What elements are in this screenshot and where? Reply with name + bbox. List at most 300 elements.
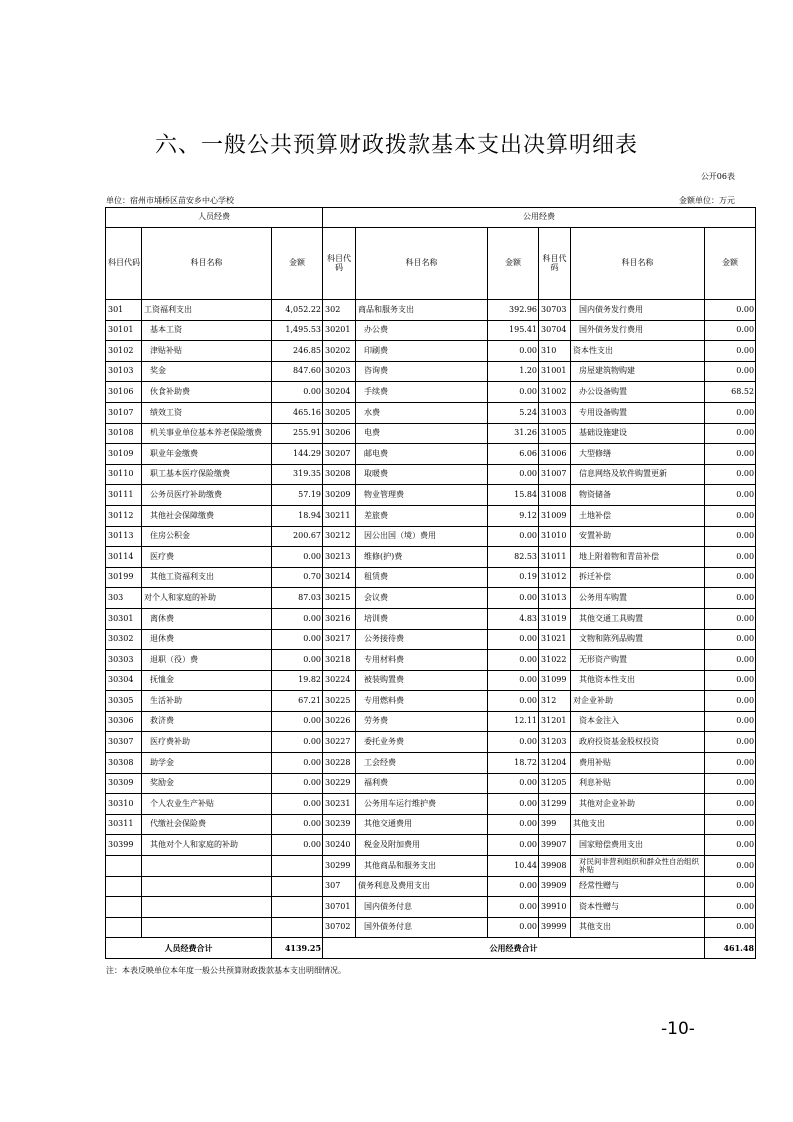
public2-name-cell: 其他支出 xyxy=(571,917,705,938)
public-code-cell: 30216 xyxy=(323,608,356,629)
personnel-code-cell: 30310 xyxy=(106,794,142,815)
public2-code-cell: 31099 xyxy=(539,670,571,691)
public-amount-cell: 10.44 xyxy=(488,856,539,877)
personnel-name-cell: 伙食补助费 xyxy=(142,382,272,403)
public2-code-cell: 31005 xyxy=(539,423,571,444)
public2-name-cell: 房屋建筑物购建 xyxy=(571,361,705,382)
personnel-name-cell: 其他对个人和家庭的补助 xyxy=(142,835,272,856)
public-name-cell: 水费 xyxy=(356,402,488,423)
public-amount-cell: 1.20 xyxy=(488,361,539,382)
table-row xyxy=(106,526,756,547)
public-code-cell: 30239 xyxy=(323,814,356,835)
personnel-code-cell: 303 xyxy=(106,588,142,609)
personnel-code-cell: 30107 xyxy=(106,402,142,423)
public2-name-cell: 国家赔偿费用支出 xyxy=(571,835,705,856)
public2-code-cell: 31002 xyxy=(539,382,571,403)
public2-code-cell: 31011 xyxy=(539,547,571,568)
personnel-amount-cell: 19.82 xyxy=(272,670,323,691)
table-row xyxy=(106,361,756,382)
public-amount-cell: 82.53 xyxy=(488,547,539,568)
public2-name-cell: 地上附着物和青苗补偿 xyxy=(571,547,705,568)
expenditure-detail-table xyxy=(105,207,756,959)
public-amount-cell: 12.11 xyxy=(488,711,539,732)
public2-name-cell: 对民间非营利组织和群众性自治组织补贴 xyxy=(571,856,705,877)
table-row xyxy=(106,835,756,856)
public2-code-cell: 39909 xyxy=(539,876,571,897)
public-amount-cell: 0.00 xyxy=(488,382,539,403)
public2-name-cell: 政府投资基金股权投资 xyxy=(571,732,705,753)
public2-amount-cell: 0.00 xyxy=(705,588,756,609)
public-name-cell: 差旅费 xyxy=(356,505,488,526)
table-row xyxy=(106,629,756,650)
personnel-amount-cell: 57.19 xyxy=(272,485,323,506)
public2-amount-cell: 0.00 xyxy=(705,608,756,629)
personnel-amount-cell: 246.85 xyxy=(272,341,323,362)
public2-code-cell: 31204 xyxy=(539,753,571,774)
public-name-cell: 商品和服务支出 xyxy=(356,300,488,321)
personnel-amount-cell: 0.00 xyxy=(272,794,323,815)
public-code-cell: 30231 xyxy=(323,794,356,815)
personnel-name-cell: 其他工资福利支出 xyxy=(142,567,272,588)
public2-code-cell: 31205 xyxy=(539,773,571,794)
personnel-code-cell xyxy=(106,856,142,877)
amount-unit: 金额单位：万元 xyxy=(679,196,735,205)
public2-name-cell: 资本金注入 xyxy=(571,711,705,732)
personnel-code-cell: 30111 xyxy=(106,485,142,506)
public2-amount-cell: 0.00 xyxy=(705,794,756,815)
public-code-cell: 30203 xyxy=(323,361,356,382)
personnel-amount-cell: 0.00 xyxy=(272,753,323,774)
public-code-cell: 30227 xyxy=(323,732,356,753)
public-total-value: 461.48 xyxy=(705,938,756,959)
table-row xyxy=(106,382,756,403)
public-name-cell: 公务用车运行维护费 xyxy=(356,794,488,815)
public2-code-cell: 31007 xyxy=(539,464,571,485)
public2-code-cell: 31013 xyxy=(539,588,571,609)
public-amount-cell: 4.83 xyxy=(488,608,539,629)
personnel-name-cell: 其他社会保障缴费 xyxy=(142,505,272,526)
public-amount-cell: 0.00 xyxy=(488,814,539,835)
table-row xyxy=(106,670,756,691)
personnel-code-cell: 30301 xyxy=(106,608,142,629)
personnel-amount-cell: 0.00 xyxy=(272,835,323,856)
public2-amount-cell: 0.00 xyxy=(705,629,756,650)
personnel-amount-cell: 319.35 xyxy=(272,464,323,485)
personnel-amount-cell: 0.00 xyxy=(272,732,323,753)
public2-amount-cell: 0.00 xyxy=(705,505,756,526)
personnel-name-cell: 代缴社会保险费 xyxy=(142,814,272,835)
personnel-name-cell xyxy=(142,876,272,897)
public2-code-cell: 31203 xyxy=(539,732,571,753)
public2-name-cell: 办公设备购置 xyxy=(571,382,705,403)
public-name-cell: 国内债务付息 xyxy=(356,897,488,918)
public-name-cell: 国外债务付息 xyxy=(356,917,488,938)
public-amount-cell: 31.26 xyxy=(488,423,539,444)
public-name-cell: 其他商品和服务支出 xyxy=(356,856,488,877)
personnel-name-cell: 对个人和家庭的补助 xyxy=(142,588,272,609)
personnel-amount-cell: 847.60 xyxy=(272,361,323,382)
header-amount: 金额 xyxy=(272,228,323,300)
header-amount: 金额 xyxy=(705,228,756,300)
public2-code-cell: 31299 xyxy=(539,794,571,815)
public-name-cell: 维修(护)费 xyxy=(356,547,488,568)
public2-code-cell: 31003 xyxy=(539,402,571,423)
public-name-cell: 工会经费 xyxy=(356,753,488,774)
public-name-cell: 福利费 xyxy=(356,773,488,794)
public2-code-cell: 31006 xyxy=(539,444,571,465)
public-amount-cell: 18.72 xyxy=(488,753,539,774)
public2-name-cell: 文物和陈列品购置 xyxy=(571,629,705,650)
public-amount-cell: 0.00 xyxy=(488,650,539,671)
public2-code-cell: 31201 xyxy=(539,711,571,732)
personnel-name-cell: 工资福利支出 xyxy=(142,300,272,321)
personnel-total-value: 4139.25 xyxy=(272,938,323,959)
public-name-cell: 债务利息及费用支出 xyxy=(356,876,488,897)
personnel-code-cell: 30304 xyxy=(106,670,142,691)
public2-amount-cell: 0.00 xyxy=(705,876,756,897)
public-code-cell: 30217 xyxy=(323,629,356,650)
public2-code-cell: 39908 xyxy=(539,856,571,877)
public2-name-cell: 大型修缮 xyxy=(571,444,705,465)
personnel-amount-cell xyxy=(272,917,323,938)
personnel-amount-cell: 0.00 xyxy=(272,608,323,629)
public-amount-cell: 6.06 xyxy=(488,444,539,465)
header-name: 科目名称 xyxy=(142,228,272,300)
personnel-name-cell: 奖金 xyxy=(142,361,272,382)
public2-name-cell: 国内债务发行费用 xyxy=(571,300,705,321)
personnel-name-cell: 津贴补贴 xyxy=(142,341,272,362)
totals-row xyxy=(106,938,756,959)
public-name-cell: 劳务费 xyxy=(356,711,488,732)
public2-amount-cell: 0.00 xyxy=(705,320,756,341)
public-code-cell: 30208 xyxy=(323,464,356,485)
public2-name-cell: 国外债务发行费用 xyxy=(571,320,705,341)
public2-code-cell: 39907 xyxy=(539,835,571,856)
personnel-amount-cell: 67.21 xyxy=(272,691,323,712)
table-row xyxy=(106,732,756,753)
header-code: 科目代码 xyxy=(106,228,142,300)
table-row xyxy=(106,608,756,629)
personnel-name-cell: 绩效工资 xyxy=(142,402,272,423)
public-code-cell: 30211 xyxy=(323,505,356,526)
personnel-amount-cell: 4,052.22 xyxy=(272,300,323,321)
table-row xyxy=(106,320,756,341)
personnel-name-cell xyxy=(142,856,272,877)
page-title: 六、一般公共预算财政拨款基本支出决算明细表 xyxy=(154,133,638,158)
table-row xyxy=(106,402,756,423)
public2-name-cell: 资本性赠与 xyxy=(571,897,705,918)
personnel-code-cell: 30113 xyxy=(106,526,142,547)
personnel-code-cell: 30106 xyxy=(106,382,142,403)
personnel-name-cell: 退职（役）费 xyxy=(142,650,272,671)
table-row xyxy=(106,753,756,774)
public2-amount-cell: 0.00 xyxy=(705,485,756,506)
personnel-name-cell xyxy=(142,897,272,918)
public-name-cell: 委托业务费 xyxy=(356,732,488,753)
table-row xyxy=(106,300,756,321)
public2-code-cell: 39999 xyxy=(539,917,571,938)
public-amount-cell: 0.00 xyxy=(488,629,539,650)
public-amount-cell: 0.00 xyxy=(488,691,539,712)
public-code-cell: 30201 xyxy=(323,320,356,341)
public-code-cell: 30228 xyxy=(323,753,356,774)
table-row xyxy=(106,856,756,877)
public-name-cell: 会议费 xyxy=(356,588,488,609)
public-name-cell: 其他交通费用 xyxy=(356,814,488,835)
table-row xyxy=(106,444,756,465)
public-code-cell: 30240 xyxy=(323,835,356,856)
public-name-cell: 被装购置费 xyxy=(356,670,488,691)
public2-name-cell: 信息网络及软件购置更新 xyxy=(571,464,705,485)
public-amount-cell: 0.00 xyxy=(488,526,539,547)
public2-amount-cell: 0.00 xyxy=(705,526,756,547)
public2-code-cell: 399 xyxy=(539,814,571,835)
public2-name-cell: 其他交通工具购置 xyxy=(571,608,705,629)
public2-amount-cell: 0.00 xyxy=(705,856,756,877)
public2-code-cell: 31022 xyxy=(539,650,571,671)
public-code-cell: 30206 xyxy=(323,423,356,444)
personnel-amount-cell: 0.00 xyxy=(272,650,323,671)
personnel-amount-cell xyxy=(272,876,323,897)
header-name: 科目名称 xyxy=(571,228,705,300)
public2-amount-cell: 0.00 xyxy=(705,732,756,753)
table-row xyxy=(106,464,756,485)
header-code: 科目代码 xyxy=(323,228,356,300)
public-amount-cell: 0.00 xyxy=(488,794,539,815)
public-amount-cell: 0.00 xyxy=(488,876,539,897)
public2-name-cell: 无形资产购置 xyxy=(571,650,705,671)
public-name-cell: 租赁费 xyxy=(356,567,488,588)
personnel-amount-cell: 465.16 xyxy=(272,402,323,423)
public-name-cell: 咨询费 xyxy=(356,361,488,382)
public2-name-cell: 安置补助 xyxy=(571,526,705,547)
public-amount-cell: 0.00 xyxy=(488,773,539,794)
public-amount-cell: 0.19 xyxy=(488,567,539,588)
public-name-cell: 电费 xyxy=(356,423,488,444)
public-name-cell: 专用燃料费 xyxy=(356,691,488,712)
personnel-name-cell: 个人农业生产补贴 xyxy=(142,794,272,815)
public-amount-cell: 0.00 xyxy=(488,341,539,362)
table-row xyxy=(106,876,756,897)
public2-code-cell: 31019 xyxy=(539,608,571,629)
personnel-name-cell: 抚恤金 xyxy=(142,670,272,691)
personnel-amount-cell: 200.67 xyxy=(272,526,323,547)
public-code-cell: 30701 xyxy=(323,897,356,918)
table-row xyxy=(106,505,756,526)
public2-amount-cell: 0.00 xyxy=(705,341,756,362)
column-header-row xyxy=(106,228,756,300)
public-amount-cell: 0.00 xyxy=(488,588,539,609)
table-row xyxy=(106,897,756,918)
public-amount-cell: 0.00 xyxy=(488,732,539,753)
public2-amount-cell: 0.00 xyxy=(705,402,756,423)
public-name-cell: 税金及附加费用 xyxy=(356,835,488,856)
public2-name-cell: 利息补贴 xyxy=(571,773,705,794)
public2-amount-cell: 0.00 xyxy=(705,814,756,835)
public2-amount-cell: 0.00 xyxy=(705,547,756,568)
public-code-cell: 307 xyxy=(323,876,356,897)
personnel-code-cell: 30305 xyxy=(106,691,142,712)
page-number: -10- xyxy=(661,1019,695,1039)
public-code-cell: 30218 xyxy=(323,650,356,671)
public2-amount-cell: 0.00 xyxy=(705,423,756,444)
personnel-code-cell: 30306 xyxy=(106,711,142,732)
public2-code-cell: 310 xyxy=(539,341,571,362)
personnel-amount-cell: 87.03 xyxy=(272,588,323,609)
public2-amount-cell: 0.00 xyxy=(705,444,756,465)
table-row xyxy=(106,588,756,609)
public2-name-cell: 其他支出 xyxy=(571,814,705,835)
public2-name-cell: 拆迁补偿 xyxy=(571,567,705,588)
table-row xyxy=(106,917,756,938)
public2-amount-cell: 0.00 xyxy=(705,691,756,712)
public-name-cell: 邮电费 xyxy=(356,444,488,465)
public-code-cell: 30229 xyxy=(323,773,356,794)
public-amount-cell: 0.00 xyxy=(488,897,539,918)
personnel-name-cell: 助学金 xyxy=(142,753,272,774)
public-amount-cell: 0.00 xyxy=(488,835,539,856)
table-row xyxy=(106,691,756,712)
public2-amount-cell: 0.00 xyxy=(705,835,756,856)
personnel-total-label: 人员经费合计 xyxy=(106,938,272,959)
header-name: 科目名称 xyxy=(356,228,488,300)
personnel-code-cell xyxy=(106,917,142,938)
personnel-amount-cell: 0.00 xyxy=(272,814,323,835)
personnel-amount-cell: 1,495.53 xyxy=(272,320,323,341)
public2-amount-cell: 0.00 xyxy=(705,464,756,485)
public2-name-cell: 物资储备 xyxy=(571,485,705,506)
public-amount-cell: 9.12 xyxy=(488,505,539,526)
table-row xyxy=(106,485,756,506)
personnel-code-cell xyxy=(106,876,142,897)
personnel-name-cell: 退休费 xyxy=(142,629,272,650)
public2-amount-cell: 0.00 xyxy=(705,897,756,918)
public-amount-cell: 0.00 xyxy=(488,464,539,485)
public-amount-cell: 195.41 xyxy=(488,320,539,341)
personnel-code-cell: 30103 xyxy=(106,361,142,382)
public-code-cell: 30299 xyxy=(323,856,356,877)
personnel-code-cell: 30311 xyxy=(106,814,142,835)
personnel-amount-cell: 0.00 xyxy=(272,547,323,568)
public-name-cell: 因公出国（境）费用 xyxy=(356,526,488,547)
personnel-amount-cell: 0.00 xyxy=(272,711,323,732)
personnel-amount-cell: 0.00 xyxy=(272,629,323,650)
public-code-cell: 30207 xyxy=(323,444,356,465)
personnel-amount-cell: 0.00 xyxy=(272,773,323,794)
personnel-amount-cell xyxy=(272,856,323,877)
personnel-name-cell: 机关事业单位基本养老保险缴费 xyxy=(142,423,272,444)
public-name-cell: 物业管理费 xyxy=(356,485,488,506)
public-name-cell: 专用材料费 xyxy=(356,650,488,671)
personnel-code-cell: 30308 xyxy=(106,753,142,774)
public2-amount-cell: 68.52 xyxy=(705,382,756,403)
public-code-cell: 30226 xyxy=(323,711,356,732)
personnel-code-cell: 30199 xyxy=(106,567,142,588)
public2-code-cell: 31008 xyxy=(539,485,571,506)
public2-code-cell: 39910 xyxy=(539,897,571,918)
public2-code-cell: 30703 xyxy=(539,300,571,321)
personnel-code-cell xyxy=(106,897,142,918)
public2-code-cell: 30704 xyxy=(539,320,571,341)
public-code-cell: 30205 xyxy=(323,402,356,423)
public2-code-cell: 31001 xyxy=(539,361,571,382)
form-number: 公开06表 xyxy=(700,172,735,181)
group-public: 公用经费 xyxy=(323,208,756,228)
personnel-amount-cell: 255.91 xyxy=(272,423,323,444)
public2-amount-cell: 0.00 xyxy=(705,567,756,588)
header-amount: 金额 xyxy=(488,228,539,300)
personnel-code-cell: 30110 xyxy=(106,464,142,485)
public-code-cell: 30225 xyxy=(323,691,356,712)
public2-name-cell: 公务用车购置 xyxy=(571,588,705,609)
public-total-label: 公用经费合计 xyxy=(323,938,705,959)
personnel-name-cell: 救济费 xyxy=(142,711,272,732)
table-row xyxy=(106,794,756,815)
personnel-name-cell: 职工基本医疗保险缴费 xyxy=(142,464,272,485)
public-code-cell: 30215 xyxy=(323,588,356,609)
public2-amount-cell: 0.00 xyxy=(705,670,756,691)
public-name-cell: 取暖费 xyxy=(356,464,488,485)
public-amount-cell: 5.24 xyxy=(488,402,539,423)
public-code-cell: 30702 xyxy=(323,917,356,938)
table-row xyxy=(106,650,756,671)
public2-name-cell: 土地补偿 xyxy=(571,505,705,526)
public2-name-cell: 其他资本性支出 xyxy=(571,670,705,691)
public2-amount-cell: 0.00 xyxy=(705,361,756,382)
public-name-cell: 手续费 xyxy=(356,382,488,403)
table-row xyxy=(106,814,756,835)
public2-amount-cell: 0.00 xyxy=(705,773,756,794)
table-row xyxy=(106,711,756,732)
public2-name-cell: 其他对企业补助 xyxy=(571,794,705,815)
public2-amount-cell: 0.00 xyxy=(705,650,756,671)
personnel-code-cell: 30307 xyxy=(106,732,142,753)
personnel-code-cell: 30303 xyxy=(106,650,142,671)
personnel-name-cell: 医疗费 xyxy=(142,547,272,568)
personnel-name-cell: 公务员医疗补助缴费 xyxy=(142,485,272,506)
public-name-cell: 印刷费 xyxy=(356,341,488,362)
public2-amount-cell: 0.00 xyxy=(705,917,756,938)
public-name-cell: 办公费 xyxy=(356,320,488,341)
public-name-cell: 培训费 xyxy=(356,608,488,629)
public-code-cell: 30202 xyxy=(323,341,356,362)
public-code-cell: 302 xyxy=(323,300,356,321)
public-code-cell: 30213 xyxy=(323,547,356,568)
public2-name-cell: 费用补贴 xyxy=(571,753,705,774)
personnel-name-cell: 医疗费补助 xyxy=(142,732,272,753)
public-code-cell: 30214 xyxy=(323,567,356,588)
public-code-cell: 30212 xyxy=(323,526,356,547)
personnel-amount-cell xyxy=(272,897,323,918)
public-code-cell: 30209 xyxy=(323,485,356,506)
public-amount-cell: 15.84 xyxy=(488,485,539,506)
personnel-name-cell xyxy=(142,917,272,938)
personnel-code-cell: 30302 xyxy=(106,629,142,650)
public2-name-cell: 专用设备购置 xyxy=(571,402,705,423)
public2-name-cell: 基础设施建设 xyxy=(571,423,705,444)
reporting-unit: 单位：宿州市埇桥区苗安乡中心学校 xyxy=(106,196,234,205)
personnel-code-cell: 30399 xyxy=(106,835,142,856)
public2-amount-cell: 0.00 xyxy=(705,711,756,732)
public2-name-cell: 经常性赠与 xyxy=(571,876,705,897)
personnel-name-cell: 基本工资 xyxy=(142,320,272,341)
personnel-code-cell: 30114 xyxy=(106,547,142,568)
public2-amount-cell: 0.00 xyxy=(705,753,756,774)
footnote: 注：本表反映单位本年度一般公共预算财政拨款基本支出明细情况。 xyxy=(106,966,346,975)
header-code: 科目代码 xyxy=(539,228,571,300)
public2-code-cell: 31012 xyxy=(539,567,571,588)
personnel-code-cell: 30309 xyxy=(106,773,142,794)
